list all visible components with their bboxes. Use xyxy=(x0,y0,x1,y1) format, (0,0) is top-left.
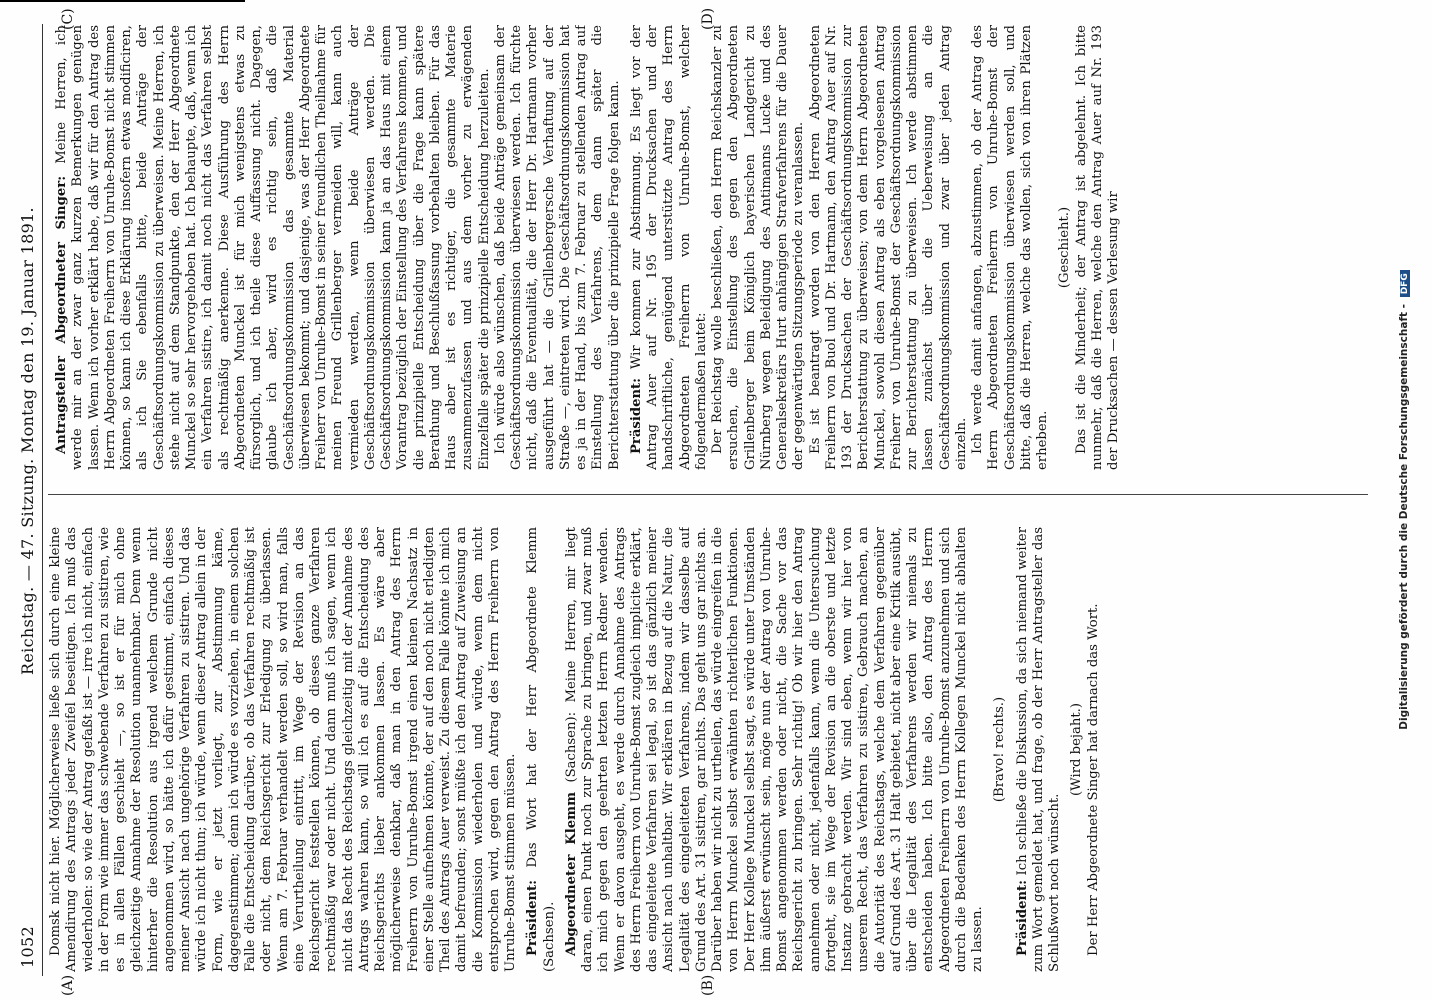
text-paragraph: Es ist beantragt worden von den Herren Abgeordneten Freiherrn von Buol und Dr. Hartmann, den Antrag Auer auf Nr. 193 der Drucksachen der Geschäftsordnungskommission zur Berichterstattung zu überweisen; von dem Herrn Abgeordneten Munckel, sowohl diesen Antrag als eben vorgelesenen Antrag Freiherr von Unruhe-Bomst der Geschäftsordnungskommission zur Berichterstattung zu überweisen. Ich werde abstimmen lassen zunächst über die Ueberweisung an die Geschäftsordnungskommission und zwar über jeden Antrag einzeln. xyxy=(807,25,969,470)
column-divider xyxy=(48,494,1368,495)
speech-text: Das Wort hat der Herr Abgeordnete Klemm (Sachsen). xyxy=(525,527,557,972)
speaker-label: Präsident: xyxy=(525,879,541,956)
dfg-logo: DFG xyxy=(1400,270,1410,297)
margin-marker-d: (D) xyxy=(700,7,716,30)
speech-text: (Sachsen): Meine Herren, mir liegt daran, einen Punkt noch zur Sprache zu bringen, und zwar muß ich mich gegen den geehrten letzten Herrn Redner wenden. Wenn er davon ausgeht, es werde durch Annahme des Antrags des Herrn Freiherrn von Unruhe-Bomst zugleich implicite erklärt, das eingeleitete Verfahren sei legal, so ist das gänzlich meiner Ansicht nach unhaltbar. Wir erklären in Bezug auf die Natur, die Legalität des eingeleiteten Verfahrens, indem wir dasselbe auf Grund des Art. 31 sistiren, gar nichts. Das geht uns gar nichts an. Darüber haben wir nicht zu urtheilen, das würde eingreifen in die von Herrn Munckel selbst erwähnten richterlichen Funktionen. Der Herr Kollege Munckel selbst sagt, es würde unter Umständen ihm äußerst erwünscht sein, möge nun der Antrag von Unruhe-Bomst angenommen werden oder nicht, die Sache vor das Reichsgericht zu bringen. Sehr richtig! Ob wir hier den Antrag annehmen oder nicht, jedenfalls kann, wenn die Untersuchung fortgeht, sie im Wege der Revision an die oberste und letzte Instanz gebracht werden. Wir sind eben, wenn wir hier von unserem Recht, das Verfahren zu sistiren, Gebrauch machen, an die Autorität des Reichstags, welche dem Verfahren gegenüber auf Grund des Art. 31 Halt gebietet, nicht aber eine Kritik ausübt, über die Legalität des Verfahrens werden wir niemals zu entscheiden haben. Ich bitte also, den Antrag des Herrn Abgeordneten Freiherrn von Unruhe-Bomst anzunehmen und sich durch die Bedenken des Herrn Kollegen Munckel nicht abhalten zu lassen. xyxy=(563,527,985,972)
page-header xyxy=(14,26,44,976)
speech-text: Wir kommen zur Abstimmung. Es liegt vor der Antrag Auer auf Nr. 195 der Drucksachen und der handschriftliche, genügend unterstützte Antrag des Herrn Abgeordneten Freiherrn von Unruhe-Bomst, welcher folgendermaßen lautet: xyxy=(628,25,709,470)
left-column xyxy=(48,527,1368,972)
stage-direction: (Geschieht.) xyxy=(1057,206,1073,289)
speech-text: Meine Herren, ich werde mir an der zwar ganz kurzen Bemerkungen genügen lassen. Wenn ich vorher erklärt habe, daß wir für den Antrag des Herrn Abgeordneten Freiherrn von Unruhe-Bomst nicht stimmen können, so kann ich diese Erklärung insofern etwas modificiren, als ich Sie ebenfalls bitte, beide Anträge der Geschäftsordnungskommission zu überweisen. Meine Herren, ich stehe nicht auf dem Standpunkte, den der Herr Abgeordnete Munckel so sehr hervorgehoben hat. Ich behaupte, daß, wenn ich ein Verfahren sistire, ich damit noch nicht das Verfahren selbst als rechtmäßig anerkenne. Diese Ausführung des Herrn Abgeordneten Munckel ist für mich wenigstens etwas zu fürsorglich, und ich theile diese Auffassung nicht. Dagegen, glaube ich aber, wird es richtig sein, daß die Geschäftsordnungskommission das gesammte Material überwiesen bekommt; und dasjenige, was der Herr Abgeordnete Freiherr von Unruhe-Bomst in seiner freundlichen Theilnahme für meinen Freund Grillenberger vermeiden will, kann auch vermieden werden, wenn beide Anträge der Geschäftsordnungskommission überwiesen werden. Die Geschäftsordnungskommission kann ja an das Haus mit einem Vorantrag bezüglich der Einstellung des Verfahrens kommen, und die prinzipielle Entscheidung über die Frage kann spätere Berathung und Beschlußfassung vorbehalten bleiben. Für das Haus aber ist es richtiger, die gesammte Materie zusammenzufassen und aus dem vorher zu erwägenden Einzelfalle später die prinzipielle Entscheidung herzuleiten. xyxy=(54,25,492,470)
stage-direction: (Wird bejaht.) xyxy=(1069,703,1085,796)
speech-paragraph xyxy=(525,527,558,972)
speech-text: Ich schließe die Diskussion, da sich niemand weiter zum Wort gemeldet hat, und frage, ob der Herr Antragsteller das Schlußwort noch wünscht. xyxy=(1014,527,1062,972)
right-column xyxy=(48,25,1368,470)
running-title: Reichstag. — 47. Sitzung. Montag den 19. Januar 1891. xyxy=(18,207,37,675)
margin-marker-c: (C) xyxy=(60,8,76,30)
margin-marker-a: (A) xyxy=(60,974,76,996)
stage-direction: (Bravo! rechts.) xyxy=(992,696,1008,803)
speaker-label: Antragsteller Abgeordneter Singer: xyxy=(54,175,69,454)
speech-paragraph xyxy=(1015,527,1064,972)
speech-paragraph xyxy=(564,527,987,972)
speech-paragraph xyxy=(629,25,710,470)
header-rule xyxy=(42,24,43,976)
speaker-label: Präsident: xyxy=(628,377,644,454)
text-paragraph: Der Reichstag wolle beschließen, den Herrn Reichskanzler zu ersuchen, die Einstellung des gegen den Abgeordneten Grillenberger beim Königlich bayerischen Landgericht zu Nürnberg wegen Beleidigung des Antimanns Lucke und des Generalsekretärs Hurt anhängigen Strafverfahrens für die Dauer der gegenwärtigen Sitzungsperiode zu veranlassen. xyxy=(710,25,807,470)
speaker-label: Abgeordneter Klemm xyxy=(563,791,579,956)
speaker-label: Präsident: xyxy=(1014,879,1030,956)
text-paragraph: Das ist die Minderheit; der Antrag ist abgelehnt. Ich bitte nunmehr, daß die Herren, welche den Antrag Auer auf Nr. 193 der Drucksachen — dessen Verlesung wir xyxy=(1073,25,1121,470)
text-paragraph: Ich werde damit anfangen, abzustimmen, ob der Antrag des Herrn Abgeordneten Freiherrn von Unruhe-Bomst der Geschäftsordnungskommission überwiesen werden soll, und bitte, daß die Herren, welche das wollen, sich von ihren Plätzen erheben. xyxy=(970,25,1050,470)
page-number: 1052 xyxy=(18,926,37,968)
footer-text: Digitalisierung gefördert durch die Deutsche Forschungsgemeinschaft - xyxy=(1398,303,1410,730)
speech-paragraph xyxy=(54,25,493,470)
footer-credit xyxy=(1398,0,1410,1000)
text-paragraph: Domsk nicht hier. Möglicherweise ließe sich durch eine kleine Amendirung des Antrags jeder Zweifel beseitigen. Ich muß das wiederholen: so wie der Antrag gefaßt ist — irre ich nicht, einfach in der Form wie immer das schwebende Verfahren zu sistiren, wie es in allen Fällen geschieht —, so ist er für mich ohne gleichzeitige Annahme der Resolution unannehmbar. Denn wenn hinterher die Resolution aus irgend welchem Grunde nicht angenommen wird, so hätte ich dafür gestimmt, einfach dieses meiner Ansicht nach ungehörige Verfahren zu sistiren. Und das würde ich nicht thun; ich würde, wenn dieser Antrag allein in der Form, wie er jetzt vorliegt, zur Abstimmung käme, dagegenstimmen; denn ich würde es vorziehen, in einem solchen Falle die Entscheidung darüber, ob das Verfahren rechtmäßig ist oder nicht, dem Reichsgericht zur Erledigung zu überlassen. Wenn am 7. Februar verhandelt werden soll, so wird man, falls eine Verurtheilung eintritt, im Wege der Revision an das Reichsgericht feststellen können, ob dieses ganze Verfahren rechtmäßig war oder nicht. Und dann muß ich sagen, wenn ich nicht das Recht des Reichstags gleichzeitig mit der Annahme des Antrags wahren kann, so will ich es auf die Entscheidung des Reichsgerichts lieber ankommen lassen. Es wäre aber möglicherweise denkbar, daß man in den Antrag des Herrn Freiherrn von Unruhe-Bomst irgend einen kleinen Nachsatz in einer Stelle aufnehmen könnte, der auf den noch nicht erledigten Theil des Antrags Auer verweist. Zu diesem Falle könnte ich mich damit befreunden; sonst müßte ich den Antrag auf Zuweisung an die Kommission wiederholen und würde, wenn dem nicht entsprochen wird, gegen den Antrag des Herrn Freiherrn von Unruhe-Bomst stimmen müssen. xyxy=(48,527,518,972)
text-paragraph: Ich würde also wünschen, daß beide Anträge gemeinsam der Geschäftsordnungskommission überwiesen werden. Ich fürchte nicht, daß die Eventualität, die der Herr Dr. Hartmann vorher ausgeführt hat — die Grillenbergersche Verhaftung auf der Straße —, eintreten wird. Die Geschäftsordnungskommission hat es ja in der Hand, bis zum 7. Februar zu stellenden Antrag auf Einstellung des Verfahrens, dem dann später die Berichterstattung über die prinzipielle Frage folgen kann. xyxy=(492,25,622,470)
margin-marker-b: (B) xyxy=(700,974,716,996)
text-paragraph: Der Herr Abgeordnete Singer hat darnach das Wort. xyxy=(1085,603,1101,956)
